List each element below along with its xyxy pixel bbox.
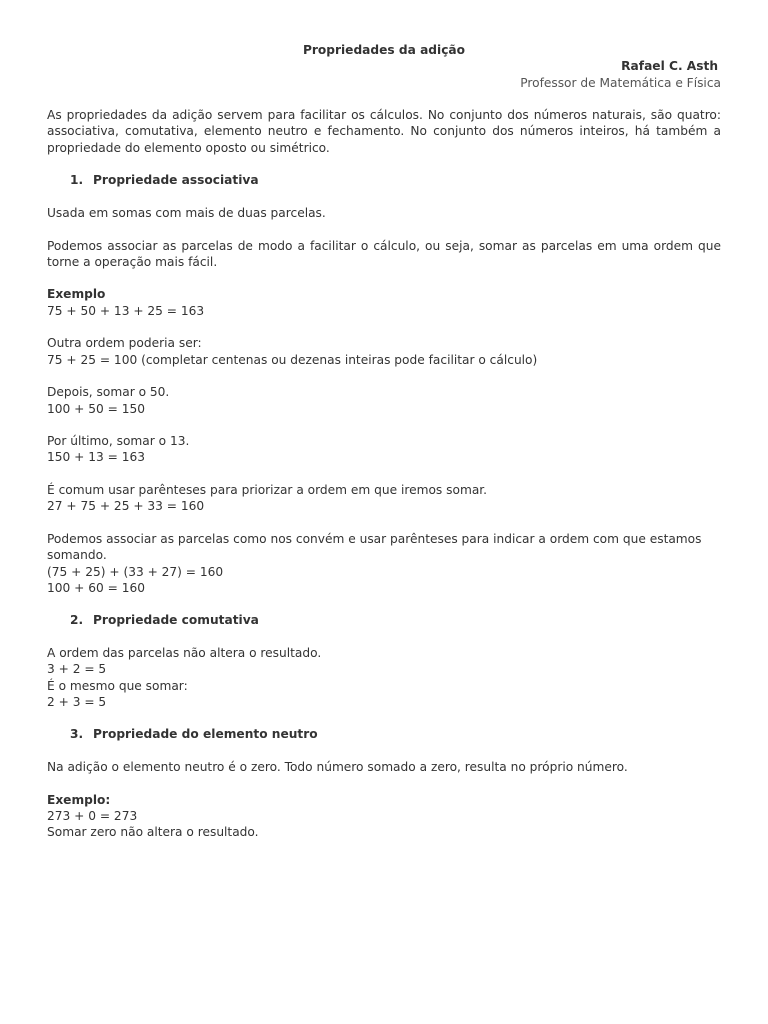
paragraph: Depois, somar o 50. (47, 385, 170, 400)
intro-paragraph: As propriedades da adição servem para facilitar os cálculos. No conjunto dos números naturais, são quatro: associativa, comutativa, elemento neutro e fechamento. No conjunto dos números inteiros, há também a propriedade do elemento oposto ou simétrico. (47, 108, 721, 155)
section-title: Propriedade associativa (93, 173, 259, 188)
paragraph: Usada em somas com mais de duas parcelas. (47, 205, 326, 220)
equation: 100 + 50 = 150 (47, 401, 145, 416)
paragraph: Podemos associar as parcelas de modo a facilitar o cálculo, ou seja, somar as parcelas em uma ordem que torne a operação mais fácil. (47, 238, 721, 269)
section-number: 1. (70, 173, 84, 188)
equation: 100 + 60 = 160 (47, 580, 145, 595)
example-label: Exemplo: (47, 792, 111, 807)
document-title: Propriedades da adição (302, 43, 466, 57)
paragraph: Somar zero não altera o resultado. (47, 825, 259, 840)
equation: 3 + 2 = 5 (47, 662, 107, 677)
paragraph: É o mesmo que somar: (47, 678, 188, 693)
equation: 27 + 75 + 25 + 33 = 160 (47, 499, 205, 514)
equation: 75 + 50 + 13 + 25 = 163 (47, 303, 205, 318)
paragraph: É comum usar parênteses para priorizar a ordem em que iremos somar. (47, 483, 488, 498)
section-heading-associativa (47, 172, 721, 188)
paragraph: Podemos associar as parcelas como nos convém e usar parênteses para indicar a ordem com que estamos somando. (47, 531, 702, 563)
section-heading-comutativa (47, 612, 721, 628)
paragraph: Outra ordem poderia ser: (47, 336, 202, 351)
equation: 2 + 3 = 5 (47, 694, 107, 709)
equation: 273 + 0 = 273 (47, 808, 138, 823)
equation: (75 + 25) + (33 + 27) = 160 (47, 564, 224, 579)
section-number: 3. (70, 727, 84, 742)
paragraph: A ordem das parcelas não altera o resultado. (47, 645, 322, 660)
equation: 150 + 13 = 163 (47, 450, 145, 465)
section-heading-elemento-neutro (47, 726, 721, 742)
paragraph: Na adição o elemento neutro é o zero. Todo número somado a zero, resulta no próprio número. (47, 760, 628, 775)
section-title: Propriedade comutativa (93, 613, 259, 628)
section-title: Propriedade do elemento neutro (93, 727, 318, 742)
example-label: Exemplo (47, 287, 106, 302)
paragraph: Por último, somar o 13. (47, 434, 190, 449)
document-page (47, 42, 721, 841)
equation: 75 + 25 = 100 (completar centenas ou dezenas inteiras pode facilitar o cálculo) (47, 352, 538, 367)
author-name: Rafael C. Asth (621, 59, 718, 74)
section-number: 2. (70, 613, 84, 628)
author-role: Professor de Matemática e Física (520, 75, 721, 90)
